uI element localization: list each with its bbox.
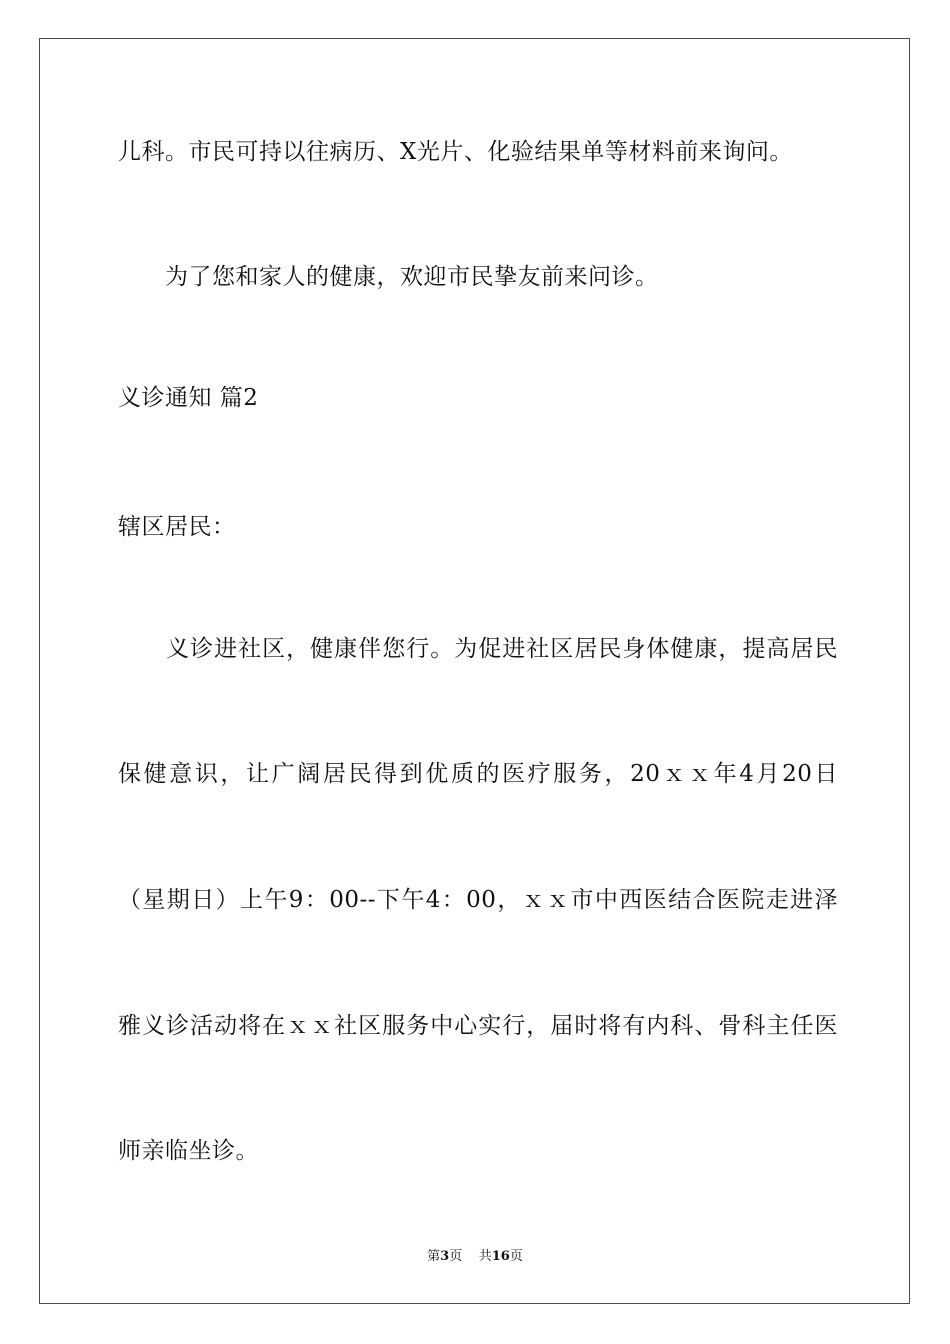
paragraph-line-6: 保健意识，让广阔居民得到优质的医疗服务，20ｘｘ年4月20日 (118, 761, 838, 787)
paragraph-line-1: 儿科。市民可持以往病历、X光片、化验结果单等材料前来询问。 (118, 139, 793, 165)
paragraph-line-7: （星期日）上午9：00--下午4：00，ｘｘ市中西医结合医院走进泽 (118, 887, 838, 913)
paragraph-line-9: 师亲临坐诊。 (118, 1138, 259, 1164)
paragraph-line-8: 雅义诊活动将在ｘｘ社区服务中心实行，届时将有内科、骨科主任医 (118, 1013, 838, 1039)
footer-page-number: 3 (440, 1249, 450, 1264)
footer-total-suffix: 页 (509, 1249, 523, 1264)
salutation: 辖区居民： (118, 514, 236, 540)
footer-total-prefix: 共 (478, 1249, 492, 1264)
paragraph-line-5: 义诊进社区，健康伴您行。为促进社区居民身体健康，提高居民 (118, 636, 838, 662)
page-footer (0, 1248, 950, 1266)
footer-page-prefix: 第 (427, 1249, 441, 1264)
footer-page-suffix: 页 (449, 1249, 463, 1264)
page-frame (39, 38, 910, 1304)
footer-total-pages: 16 (491, 1249, 510, 1264)
paragraph-line-2: 为了您和家人的健康，欢迎市民挚友前来问诊。 (118, 264, 659, 290)
section-heading: 义诊通知 篇2 (118, 385, 259, 411)
